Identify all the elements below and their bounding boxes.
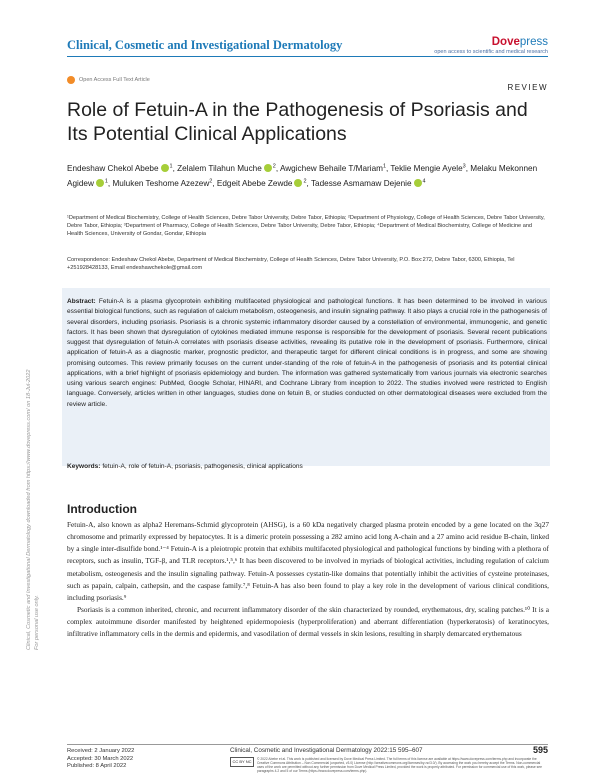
publisher-wordmark	[434, 36, 548, 48]
author-entry: Edgeit Abebe Zewde $^2$,	[216, 177, 311, 188]
open-access-text: Open Access Full Text Article	[79, 77, 150, 83]
brand-dove: Dove	[491, 36, 520, 48]
article-type: REVIEW	[507, 83, 548, 92]
author-affiliation-number: 2	[303, 177, 307, 184]
author-name: Muluken Teshome Azezew	[112, 178, 210, 188]
orcid-icon[interactable]	[96, 179, 104, 187]
intro-paragraph-1: Fetuin-A, also known as alpha2 Heremans-Schmid glycoprotein (AHSG), is a 60 kDa negatively charged plasma protein encoded by a gene located on the 3q27 chromosome and primarily expressed by hepatocytes. It is a dimeric protein possessing a 282 amino acid long A-chain and a 27 amino acid residue B-chain, linked by a single inter-disulfide bond.¹⁻⁴ Fetuin-A is a pleiotropic protein that exhibits multifaceted physiological and pathological functions by binding with a plethora of receptors, such as insulin, TGF-β, and TLR receptors.¹,⁵,⁶ It has been discovered to be involved in myriads of biological activities, including regulation of calcium metabolism, osteogenesis and the insulin signaling pathway. Fetuin-A possesses cystatin-like domains that potentially inhibit the activities of cysteine proteinases, such as papain, calpain, cathepsin, and the caspase family.⁷,⁸ Fetuin-A has also been found to play a key role in the development of various clinical conditions, including psoriasis.⁹	[67, 520, 549, 602]
abstract-text: Fetuin-A is a plasma glycoprotein exhibiting multifaceted physiological and pathological functions. It has been determined to be involved in various essential biological functions, such as regulation of calcium metabolism, osteogenesis, and insulin signaling pathway. It also plays a crucial role in the pathogenesis of several disorders, including psoriasis. Psoriasis is a chronic systemic inflammatory disorder caused by a constellation of environmental, immunogenic, and genetic factors. It has been shown that dysregulation of cytokines mediated immune response is responsible for the development of psoriasis. Several recent publications suggest that dysregulation of fetuin-A correlates with psoriasis disease activities, revealing its putative role in the development of psoriasis. Furthermore, clinical application of fetuin-A as a diagnostic marker, prognostic predictor, and therapeutic target for different clinical conditions is in progress, and some are showing promising outcomes. This review primarily focuses on the current under-standing of the role of fetuin-A in the pathogenesis of psoriasis and its potential clinical applications, with a brief highlight of psoriasis epidemiology and burden. The information was gathered systematically from various journals via electronic searches using various search engines: PubMed, Google Scholar, HINARI, and Cochrane Library from inception to 2022. The studies involved were restricted to English language. Conversely, articles written in other languages, studies done on fetuin B, or studies conducted on other dermatological diseases were excluded from the review article.	[67, 298, 547, 408]
section-heading-introduction: Introduction	[67, 502, 137, 516]
intro-paragraph-2: Psoriasis is a common inherited, chronic, and recurrent inflammatory disorder of the skin characterized by rounded, erythematous, dry, scaling patches.¹⁰ It is a complex autoimmune disorder manifested by heightened epidermopoiesis (hyperproliferation) and aberrant differentiation (hyperkeratosis) of keratinocytes, infiltrative inflammatory cells in the dermis and epidermis, and vasodilation of dermal vessels in skin lesions, resulting in sharply demarcated erythematous	[67, 605, 549, 639]
license-block	[230, 757, 548, 773]
author-entry: Melaku Mekonnen Agidew $^1$,	[67, 163, 538, 188]
author-name: Edgeit Abebe Zewde	[216, 178, 293, 188]
author-name: Endeshaw Chekol Abebe	[67, 163, 159, 173]
download-note: Clinical, Cosmetic and Investigational Dermatology downloaded from https://www.dovepress.com/ on 18-Jul-2022	[26, 369, 32, 650]
orcid-icon[interactable]	[264, 164, 272, 172]
author-entry	[311, 179, 426, 188]
author-name: Teklie Mengie Ayele	[390, 163, 463, 173]
keywords	[67, 463, 547, 470]
author-entry: Awgichew Behaile T/Mariam$^1$,	[279, 163, 391, 173]
author-name: Tadesse Asmamaw Dejenie	[310, 178, 412, 188]
abstract	[67, 297, 547, 410]
author-entry: Endeshaw Chekol Abebe $^1$,	[67, 163, 178, 173]
author-entry: Muluken Teshome Azezew$^2$,	[112, 177, 217, 188]
author-affiliation-number: 4	[422, 177, 426, 184]
brand-press: press	[519, 36, 548, 48]
author-affiliation-number: 3	[462, 163, 466, 169]
author-list	[67, 160, 549, 190]
affiliations: ¹Department of Medical Biochemistry, College of Health Sciences, Debre Tabor University, Debre Tabor, Ethiopia; ²Department of Physiology, College of Health Sciences, Debre Tabor University, Debre Tabor, Ethiopia; ³Department of Pharmacy, College of Health Sciences, Debre Tabor University, Debre Tabor, Ethiopia; ⁴Department of Medical Biochemistry, College of Medicine and Health Sciences, University of Gondar, Gondar, Ethiopia	[67, 215, 545, 237]
publisher-tagline: open access to scientific and medical research	[434, 49, 548, 55]
accepted-date: Accepted: 30 March 2022	[67, 755, 134, 762]
page-number: 595	[532, 745, 548, 755]
correspondence: Correspondence: Endeshaw Chekol Abebe, Department of Medical Biochemistry, College of Health Sciences, Debre Tabor University, P.O. Box:272, Debre Tabor, 6300, Ethiopia, Tel +251928428133, Email endeshawchekole@gmail.com	[67, 257, 515, 271]
author-name: Zelalem Tilahun Muche	[177, 163, 262, 173]
author-affiliation-number: 2	[272, 163, 276, 169]
author-affiliation-number: 2	[209, 177, 213, 184]
author-entry: Zelalem Tilahun Muche $^2$,	[177, 163, 280, 173]
article-title: Role of Fetuin-A in the Pathogenesis of Psoriasis and Its Potential Clinical Applications	[67, 99, 528, 145]
footer-divider	[67, 744, 548, 745]
open-access-label	[67, 76, 150, 84]
header-divider	[67, 56, 548, 57]
keywords-text: fetuin-A, role of fetuin-A, psoriasis, pathogenesis, clinical applications	[102, 463, 303, 470]
author-name: Awgichew Behaile T/Mariam	[279, 163, 383, 173]
keywords-label: Keywords:	[67, 463, 101, 470]
publisher-logo	[434, 36, 548, 55]
orcid-icon[interactable]	[414, 179, 422, 187]
published-date: Published: 8 April 2022	[67, 763, 127, 769]
journal-name: Clinical, Cosmetic and Investigational Dermatology	[67, 38, 343, 52]
author-name: Melaku Mekonnen Agidew	[67, 163, 538, 188]
author-affiliation-number: 1	[382, 163, 387, 169]
license-text: © 2022 Abebe et al. This work is published and licensed by Dove Medical Press Limited. The full terms of this license are available at https://www.dovepress.com/terms.php and incorporate the Creative Commons Attribution – Non Commercial (unported, v3.0) License (http://creativecommons.org/licenses/by-nc/3.0/). By accessing the work you hereby accept the Terms. Non-commercial uses of the work are permitted without any further permission from Dove Medical Press Limited, provided the work is properly attributed. For permission for commercial use of this work, please see paragraphs 4.2 and 5 of our Terms (https://www.dovepress.com/terms.php).	[257, 757, 542, 773]
download-watermark	[11, 130, 51, 650]
received-date: Received: 2 January 2022	[67, 748, 135, 754]
journal-citation: Clinical, Cosmetic and Investigational Dermatology 2022:15 595–607	[230, 747, 423, 754]
article-dates	[67, 748, 134, 771]
personal-use-note: For personal use only.	[34, 595, 40, 650]
introduction-body	[67, 519, 549, 641]
open-access-icon	[67, 76, 75, 84]
orcid-icon[interactable]	[294, 179, 302, 187]
author-affiliation-number: 1	[169, 163, 173, 169]
author-entry: Teklie Mengie Ayele$^3$,	[390, 163, 471, 173]
abstract-label: Abstract:	[67, 298, 96, 305]
creative-commons-icon: CC BY NC	[230, 757, 254, 767]
orcid-icon[interactable]	[161, 164, 169, 172]
author-affiliation-number: 1	[104, 177, 108, 184]
